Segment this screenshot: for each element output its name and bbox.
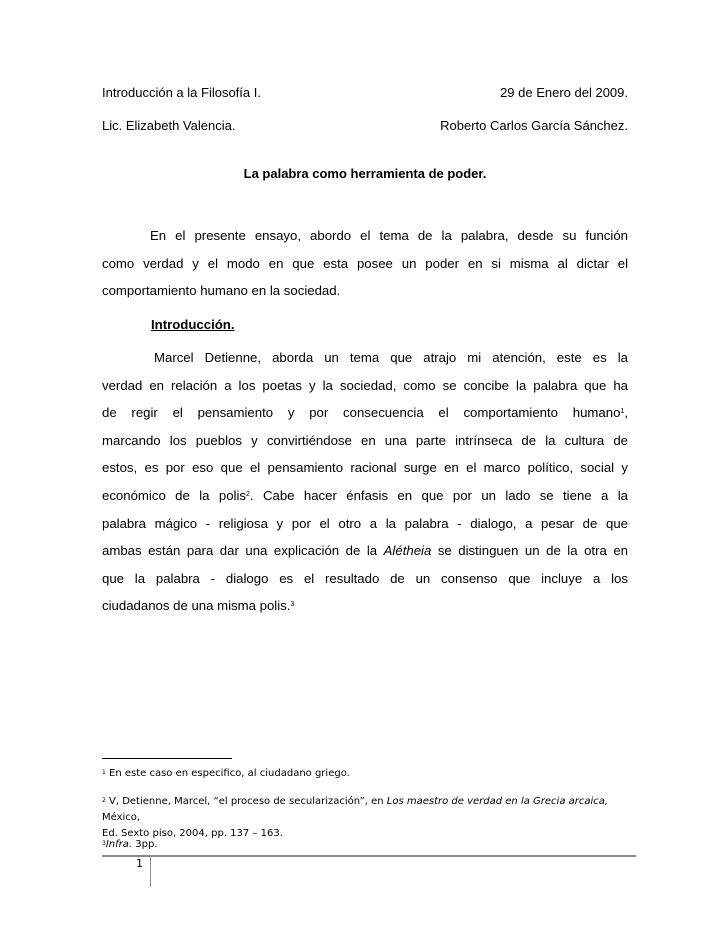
book-title: Los maestro de verdad en la Grecia arcaica, bbox=[386, 796, 609, 807]
intro-line-2: como verdad y el modo en que esta posee un poder en si misma al dictar el bbox=[102, 255, 628, 271]
body-line-4: marcando los pueblos y convirtiéndose en una parte intrínseca de la cultura de bbox=[102, 432, 628, 448]
body-paragraph bbox=[102, 344, 628, 620]
course-name: Introducción a la Filosofía I. bbox=[102, 85, 261, 100]
body-line-3: de regir el pensamiento y por consecuencia el comportamiento humano$^1$, bbox=[102, 405, 628, 421]
body-line-10: ciudadanos de una misma polis.$^3$ bbox=[102, 598, 295, 614]
body-line-5: estos, es por eso que el pensamiento racional surge en el marco político, social y bbox=[102, 460, 628, 476]
footnote-ref-3[interactable]: 3 bbox=[290, 601, 295, 609]
section-heading: Introducción. bbox=[151, 317, 235, 332]
body-line-8: ambas están para dar una explicación de la Alétheia se distinguen un de la otra en bbox=[102, 543, 628, 559]
author-name: Roberto Carlos García Sánchez. bbox=[440, 118, 628, 133]
footnote-1: $^1$ En este caso en especifico, al ciudadano griego. bbox=[102, 768, 350, 779]
body-line-1: Marcel Detienne, aborda un tema que atrajo mi atención, este es la bbox=[154, 350, 628, 365]
essay-date: 29 de Enero del 2009. bbox=[500, 85, 628, 100]
intro-paragraph bbox=[102, 222, 628, 305]
intro-line-1: En el presente ensayo, abordo el tema de la palabra, desde su función bbox=[150, 228, 628, 243]
footer-rule bbox=[102, 855, 636, 857]
intro-line-3: comportamiento humano en la sociedad. bbox=[102, 283, 341, 299]
footnote-ref-1[interactable]: 1 bbox=[620, 408, 625, 416]
footnote-separator bbox=[102, 758, 232, 759]
footnote-ref-2[interactable]: 2 bbox=[246, 490, 250, 498]
body-line-2: verdad en relación a los poetas y la sociedad, como se concibe la palabra que ha bbox=[102, 377, 628, 393]
essay-title: La palabra como herramienta de poder. bbox=[243, 166, 487, 181]
page-number: 1 bbox=[136, 857, 143, 870]
aletheia-term: Alétheia bbox=[383, 543, 432, 559]
footnote-2: $^2$ V, Detienne, Marcel, “el proceso de secularización”, en Los maestro de verdad en la Grecia arcaica, México, Ed. Sexto piso, 2004, pp. 137 – 163. bbox=[102, 796, 609, 839]
body-line-6: económico de la polis$^2$. Cabe hacer énfasis en que por un lado se tiene a la bbox=[102, 487, 628, 503]
body-line-7: palabra mágico - religiosa y por el otro a la palabra - dialogo, a pesar de que bbox=[102, 515, 628, 531]
body-line-9: que la palabra - dialogo es el resultado de un consenso que incluye a los bbox=[102, 570, 628, 586]
footer-divider bbox=[150, 857, 151, 887]
footnote-3: $^3$Infra. 3pp. bbox=[102, 839, 158, 850]
teacher-name: Lic. Elizabeth Valencia. bbox=[102, 118, 236, 133]
